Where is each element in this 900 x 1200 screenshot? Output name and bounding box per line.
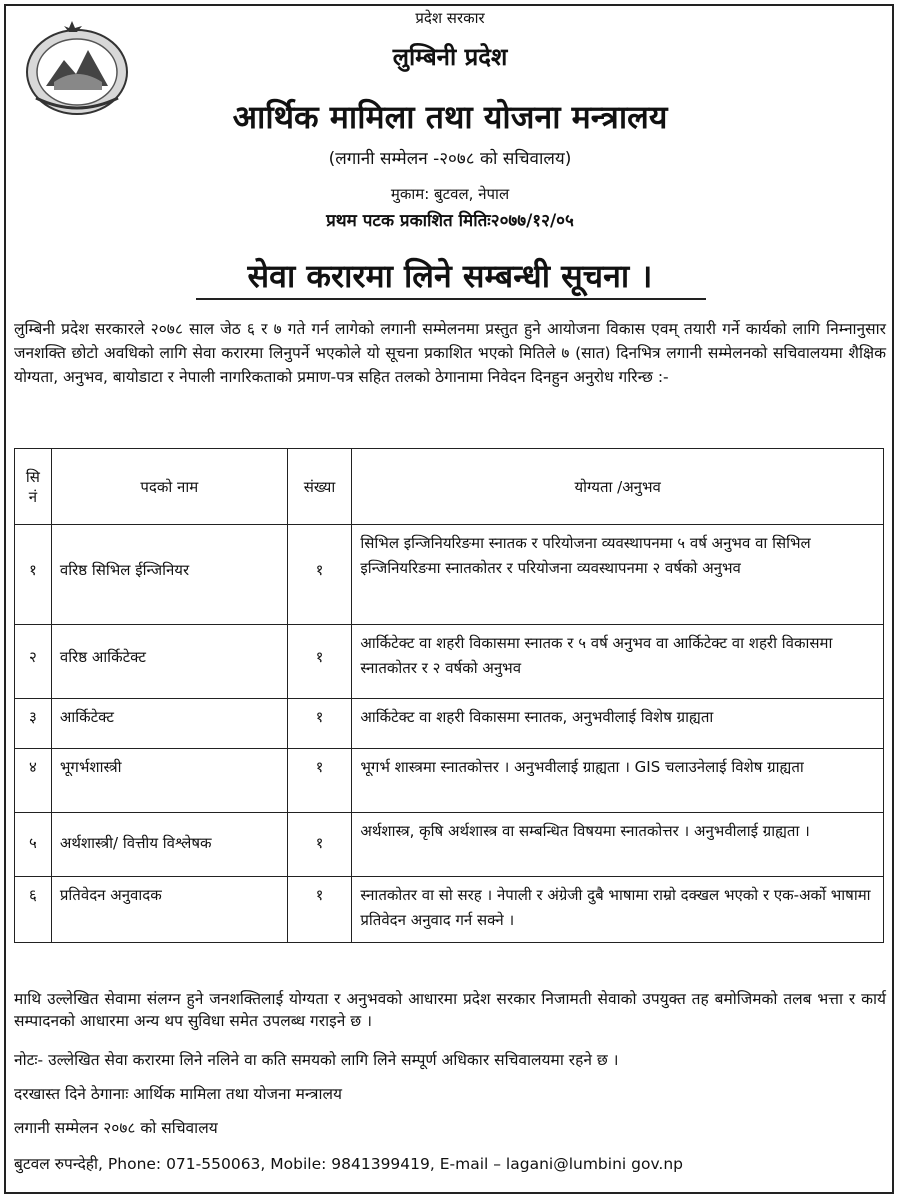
- row-post: [51, 625, 287, 699]
- row-post: [51, 525, 287, 625]
- contact-line: बुटवल रुपन्देही, Phone: 071-550063, Mobile: 9841399419, E-mail – lagani@lumbini gov.np: [14, 1155, 684, 1173]
- address-line2: लगानी सम्मेलन २०७८ को सचिवालय: [14, 1119, 218, 1137]
- header-serial: [15, 449, 52, 525]
- address-line1: दरखास्त दिने ठेगानाः आर्थिक मामिला तथा योजना मन्त्रालय: [14, 1085, 342, 1103]
- province-name: लुम्बिनी प्रदेश: [392, 43, 508, 71]
- row-count-text: १: [315, 648, 324, 666]
- row-qualification-text: आर्किटेक्ट वा शहरी विकासमा स्नातक र ५ वर्ष अनुभव वा आर्किटेक्ट वा शहरी विकासमा स्नातकोतर र २ वर्षको अनुभव: [360, 634, 833, 677]
- table-row: [15, 877, 884, 943]
- row-serial: [15, 699, 52, 749]
- row-serial-text: ४: [29, 758, 37, 776]
- row-qualification-text: स्नातकोतर वा सो सरह । नेपाली र अंग्रेजी दुबै भाषामा राम्रो दक्खल भएको र एक-अर्को भाषामा प्रतिवेदन अनुवाद गर्न सक्ने ।: [360, 886, 871, 929]
- row-count-text: १: [315, 886, 324, 904]
- row-qualification-text: आर्किटेक्ट वा शहरी विकासमा स्नातक, अनुभवीलाई विशेष ग्राह्यता: [360, 708, 714, 726]
- location-label: मुकाम: बुटवल, नेपाल: [390, 185, 510, 203]
- row-qualification: [352, 625, 884, 699]
- row-count-text: १: [315, 834, 324, 852]
- row-count: [287, 525, 352, 625]
- vacancy-table: [14, 448, 884, 943]
- row-count: [287, 813, 352, 877]
- note-paragraph: नोटः- उल्लेखित सेवा करारमा लिने नलिने वा कति समयको लागि लिने सम्पूर्ण अधिकार सचिवालयमा रहने छ ।: [14, 1051, 619, 1069]
- row-serial: [15, 813, 52, 877]
- row-count-text: १: [315, 708, 324, 726]
- row-post-text: भूगर्भशास्त्री: [59, 758, 122, 776]
- row-qualification: [352, 699, 884, 749]
- table-row: [15, 749, 884, 813]
- row-post-text: वरिष्ठ सिभिल ईन्जिनियर: [59, 561, 190, 579]
- row-post: [51, 749, 287, 813]
- row-post: [51, 813, 287, 877]
- row-serial-text: ५: [29, 834, 37, 852]
- row-qualification-text: अर्थशास्त्र, कृषि अर्थशास्त्र वा सम्बन्धित विषयमा स्नातकोत्तर । अनुभवीलाई ग्राह्यता ।: [360, 822, 810, 840]
- benefits-paragraph: माथि उल्लेखित सेवामा संलग्न हुने जनशक्तिलाई योग्यता र अनुभवको आधारमा प्रदेश सरकार निजामती सेवाको उपयुक्त तह बमोजिमको तलब भत्ता र कार्य सम्पादनको आधारमा अन्य थप सुविधा समेत उपलब्ध गराइने छ ।: [14, 990, 886, 1030]
- table-header-row: [15, 449, 884, 525]
- row-count-text: १: [315, 561, 324, 579]
- row-serial-text: ३: [29, 708, 37, 726]
- government-label: प्रदेश सरकार: [415, 9, 485, 27]
- row-count: [287, 749, 352, 813]
- row-serial: [15, 749, 52, 813]
- title-underline: [196, 298, 706, 300]
- row-qualification-text: भूगर्भ शास्त्रमा स्नातकोत्तर । अनुभवीलाई ग्राह्यता । GIS चलाउनेलाई विशेष ग्राह्यता: [360, 758, 804, 776]
- row-post-text: आर्किटेक्ट: [59, 708, 114, 726]
- table-row: [15, 813, 884, 877]
- header-count: संख्या: [287, 449, 352, 525]
- row-serial-text: १: [29, 561, 37, 579]
- intro-paragraph: लुम्बिनी प्रदेश सरकारले २०७८ साल जेठ ६ र ७ गते गर्न लागेको लगानी सम्मेलनमा प्रस्तुत हुने आयोजना विकास एवम् तयारी गर्ने कार्यको लागि निम्नानुसार जनशक्ति छोटो अवधिको लागि सेवा करारमा लिनुपर्ने भएकोले यो सूचना प्रकाशित भएको मितिले ७ (सात) दिनभित्र लगानी सम्मेलनको सचिवालयमा शैक्षिक योग्यता, अनुभव, बायोडाटा र नेपाली नागरिकताको प्रमाण-पत्र सहित तलको ठेगानामा निवेदन दिनहुन अनुरोध गरिन्छ :-: [14, 320, 886, 386]
- row-serial: [15, 525, 52, 625]
- table-row: [15, 525, 884, 625]
- published-date: प्रथम पटक प्रकाशित मितिः२०७७/१२/०५: [326, 211, 574, 231]
- row-qualification: [352, 749, 884, 813]
- header-serial-line2: नं: [28, 487, 38, 506]
- row-count: [287, 699, 352, 749]
- row-count-text: १: [315, 758, 324, 776]
- row-post: [51, 699, 287, 749]
- row-post-text: प्रतिवेदन अनुवादक: [59, 886, 162, 904]
- header-post: पदको नाम: [51, 449, 287, 525]
- header-qualification: योग्यता /अनुभव: [352, 449, 884, 525]
- table-row: [15, 699, 884, 749]
- row-serial: [15, 625, 52, 699]
- row-count: [287, 625, 352, 699]
- header-serial-line1: सि: [25, 467, 40, 486]
- secretariat-label: (लगानी सम्मेलन -२०७८ को सचिवालय): [328, 149, 572, 169]
- row-qualification: [352, 877, 884, 943]
- row-qualification-text: सिभिल इन्जिनियरिङमा स्नातक र परियोजना व्यवस्थापनमा ५ वर्ष अनुभव वा सिभिल इन्जिनियरिङमा स्नातकोतर र परियोजना व्यवस्थापनमा २ वर्षको अनुभव: [360, 534, 811, 577]
- row-post-text: वरिष्ठ आर्किटेक्ट: [59, 648, 146, 666]
- table-row: [15, 625, 884, 699]
- row-serial-text: २: [29, 648, 37, 666]
- row-serial-text: ६: [29, 886, 37, 904]
- notice-title: सेवा करारमा लिने सम्बन्धी सूचना ।: [247, 257, 653, 295]
- row-serial: [15, 877, 52, 943]
- row-post: [51, 877, 287, 943]
- row-post-text: अर्थशास्त्री/ वित्तीय विश्लेषक: [59, 834, 212, 852]
- row-qualification: [352, 525, 884, 625]
- row-qualification: [352, 813, 884, 877]
- ministry-name: आर्थिक मामिला तथा योजना मन्त्रालय: [232, 98, 668, 136]
- row-count: [287, 877, 352, 943]
